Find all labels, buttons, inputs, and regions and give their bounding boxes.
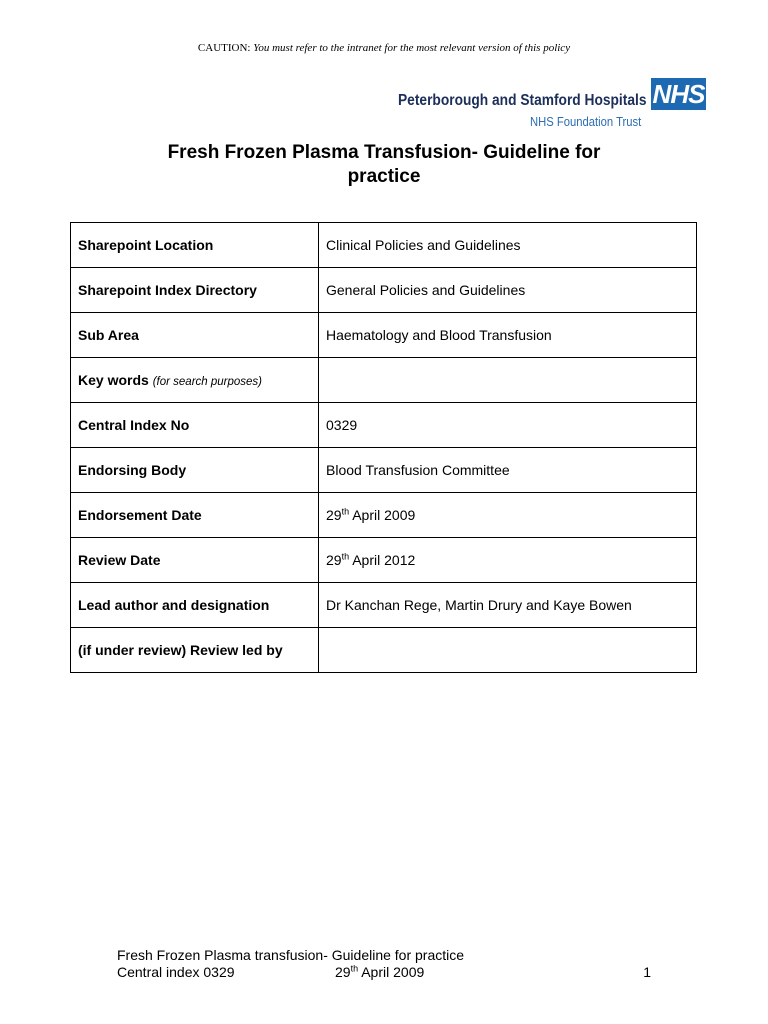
table-row <box>71 493 697 538</box>
table-row <box>71 223 697 268</box>
row-label: Endorsing Body <box>71 448 319 493</box>
footer-date-rest: April 2009 <box>361 964 425 980</box>
page-number: 1 <box>643 964 651 980</box>
page-footer <box>117 947 657 981</box>
table-row <box>71 628 697 673</box>
date-suffix: th <box>341 551 350 562</box>
table-row <box>71 268 697 313</box>
row-label: (if under review) Review led by <box>71 628 319 673</box>
key-words-label: Key words <box>78 372 149 388</box>
row-label: Review Date <box>71 538 319 583</box>
caution-prefix: CAUTION: <box>197 42 251 54</box>
footer-line <box>117 964 657 981</box>
row-value: General Policies and Guidelines <box>319 268 697 313</box>
row-value <box>319 628 697 673</box>
row-label: Sub Area <box>71 313 319 358</box>
document-details-table <box>70 222 697 673</box>
key-words-hint: (for search purposes) <box>152 376 262 388</box>
document-title: Fresh Frozen Plasma Transfusion- Guideline for practice <box>167 142 601 187</box>
row-label: Lead author and designation <box>71 583 319 628</box>
footer-title: Fresh Frozen Plasma transfusion- Guideline for practice <box>117 947 465 963</box>
table-row <box>71 403 697 448</box>
footer-index: Central index 0329 <box>117 964 235 980</box>
date-day: 29 <box>326 507 342 523</box>
row-label <box>71 358 319 403</box>
date-day: 29 <box>326 552 342 568</box>
row-value <box>319 538 697 583</box>
row-value <box>319 358 697 403</box>
table-row <box>71 448 697 493</box>
hospital-logo <box>398 76 710 132</box>
footer-date <box>335 964 424 981</box>
date-rest: April 2012 <box>352 552 416 568</box>
table-row <box>71 358 697 403</box>
row-value: Clinical Policies and Guidelines <box>319 223 697 268</box>
table-row <box>71 583 697 628</box>
footer-date-day: 29 <box>335 964 351 980</box>
date-rest: April 2009 <box>352 507 416 523</box>
nhs-logo-icon: NHS <box>652 79 705 109</box>
table-row <box>71 538 697 583</box>
row-label: Sharepoint Location <box>71 223 319 268</box>
row-value: Dr Kanchan Rege, Martin Drury and Kaye Bowen <box>319 583 697 628</box>
date-suffix: th <box>341 506 350 517</box>
row-label: Central Index No <box>71 403 319 448</box>
caution-notice <box>0 42 768 54</box>
footer-date-suffix: th <box>350 963 359 974</box>
caution-text: You must refer to the intranet for the most relevant version of this policy <box>253 42 571 54</box>
logo-organisation: Peterborough and Stamford Hospitals <box>398 92 647 109</box>
row-value: Haematology and Blood Transfusion <box>319 313 697 358</box>
logo-trust: NHS Foundation Trust <box>530 115 642 129</box>
row-value: Blood Transfusion Committee <box>319 448 697 493</box>
row-value <box>319 493 697 538</box>
table-row <box>71 313 697 358</box>
row-value: 0329 <box>319 403 697 448</box>
row-label: Endorsement Date <box>71 493 319 538</box>
row-label: Sharepoint Index Directory <box>71 268 319 313</box>
